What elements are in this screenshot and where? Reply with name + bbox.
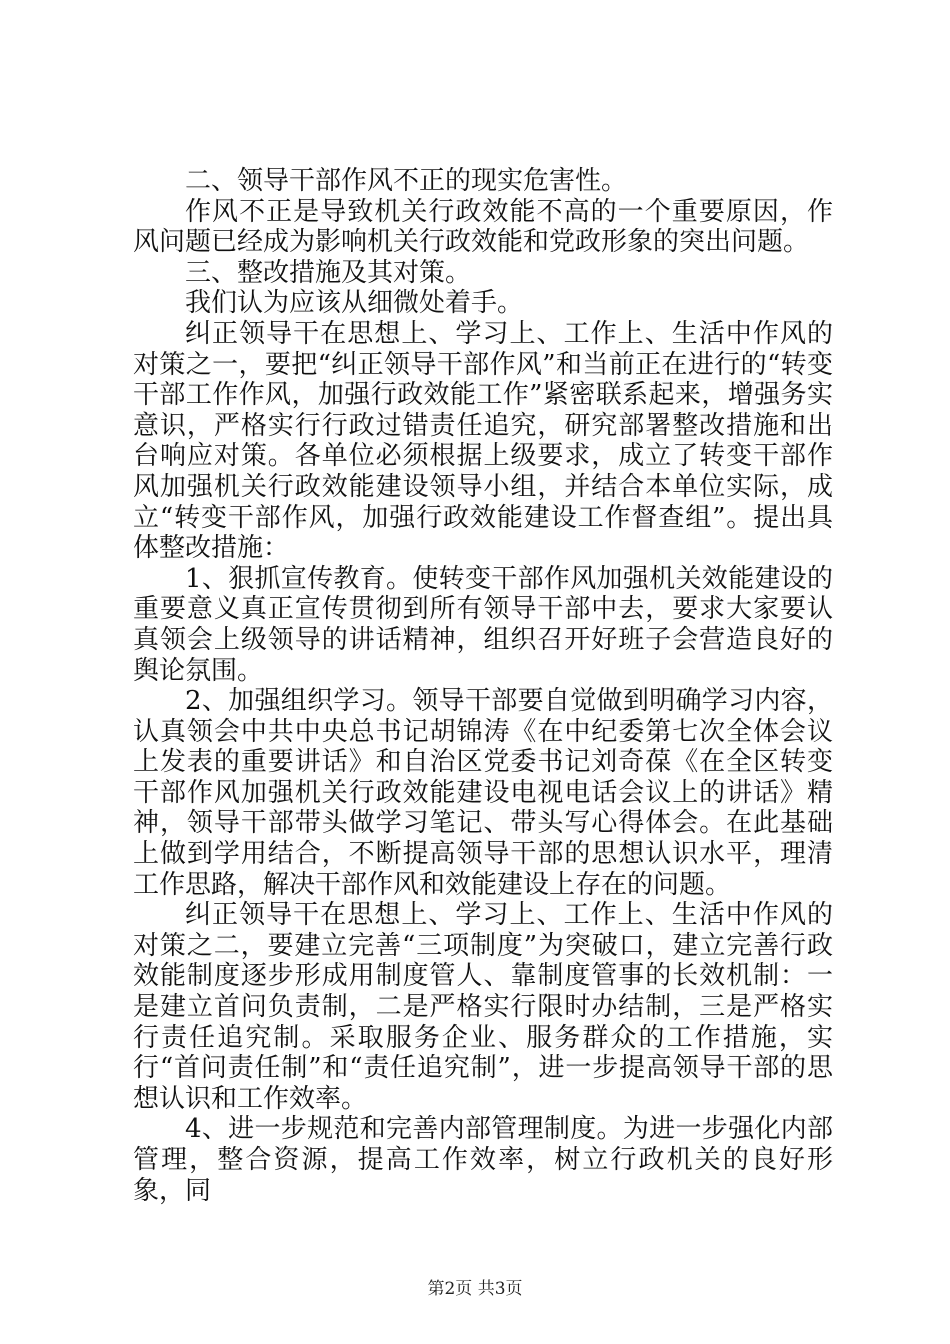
- paragraph-item-1: 1、狠抓宣传教育。使转变干部作风加强机关效能建设的重要意义真正宣传贯彻到所有领导干部中去，要求大家要认真领会上级领导的讲话精神，组织召开好班子会营造良好的舆论氛围。: [133, 563, 833, 686]
- document-body: [133, 166, 833, 1206]
- page-footer: [0, 1274, 950, 1299]
- paragraph-section-2-heading: 二、领导干部作风不正的现实危害性。: [185, 166, 628, 196]
- paragraph-start-detail: 我们认为应该从细微处着手。: [185, 288, 524, 319]
- page-number-label: 第2页 共3页: [427, 1279, 523, 1299]
- paragraph-countermeasure-2: 纠正领导干在思想上、学习上、工作上、生活中作风的对策之二，要建立完善“三项制度”为突破口，建立完善行政效能制度逐步形成用制度管人、靠制度管事的长效机制：一是建立首问负责制，二是严格实行限时办结制，三是严格实行责任追究制。采取服务企业、服务群众的工作措施，实行“首问责任制”和“责任追究制”，进一步提高领导干部的思想认识和工作效率。: [133, 900, 833, 1114]
- paragraph-item-2: 2、加强组织学习。领导干部要自觉做到明确学习内容，认真领会中共中央总书记胡锦涛《在中纪委第七次全体会议上发表的重要讲话》和自治区党委书记刘奇葆《在全区转变干部作风加强机关行政效能建设电视电话会议上的讲话》精神，领导干部带头做学习笔记、带头写心得体会。在此基础上做到学用结合，不断提高领导干部的思想认识水平，理清工作思路，解决干部作风和效能建设上存在的问题。: [133, 686, 833, 900]
- paragraph-section-3-heading: 三、整改措施及其对策。: [185, 257, 472, 288]
- paragraph-countermeasure-1: 纠正领导干在思想上、学习上、工作上、生活中作风的对策之一，要把“纠正领导干部作风”和当前正在进行的“转变干部工作作风，加强行政效能工作”紧密联系起来，增强务实意识，严格实行行政过错责任追究，研究部署整改措施和出台响应对策。各单位必须根据上级要求，成立了转变干部作风加强机关行政效能建设领导小组，并结合本单位实际，成立“转变干部作风，加强行政效能建设工作督查组”。提出具体整改措施：: [133, 318, 833, 564]
- paragraph-style-problem: 作风不正是导致机关行政效能不高的一个重要原因，作风问题已经成为影响机关行政效能和党政形象的突出问题。: [133, 196, 833, 258]
- paragraph-item-4: 4、进一步规范和完善内部管理制度。为进一步强化内部管理，整合资源，提高工作效率，树立行政机关的良好形象，同: [133, 1114, 833, 1206]
